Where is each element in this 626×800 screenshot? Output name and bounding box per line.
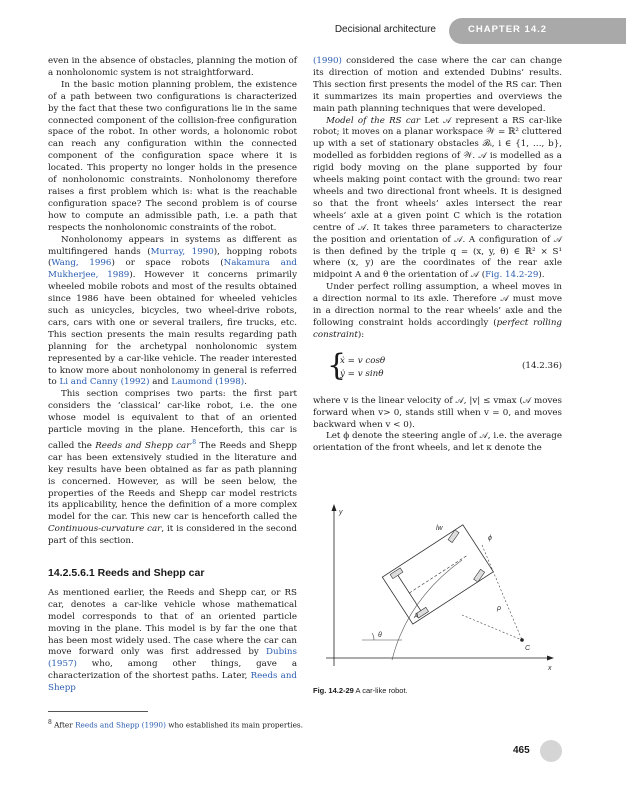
paragraph: where v is the linear velocity of 𝒜, |v| ≤ vmax (𝒜 moves forward when v> 0, stands still when v = 0, and moves backward when v < 0). [313,395,562,430]
paragraph: In the basic motion planning problem, the existence of a path between two configurations is characterized by the fact that these two configurations lie in the same connected component of the collision-free configuration space of the robot. In other words, a holonomic robot can reach any configuration within the connected component of the configuration space where it is located. This property no longer holds in the presence of nonholonomic constraints. Nonholonomy therefore raises a first problem which is: what is the reachable configuration space? The second problem is of course how to compute an admissible path, i.e. a path that respects the nonholonomic constraints of the robot. [48,79,297,233]
label-rho: ρ [497,605,502,612]
page-number-tab [540,740,562,762]
label-x: x [548,665,552,672]
footnote-ref[interactable]: .8 [190,439,197,446]
footnote: $^8$ After Reeds and Shepp (1990) who established its main properties. [48,719,303,730]
citation-link[interactable]: Nakamura and Mukherjee, 1989 [48,258,297,281]
page-number: 465 [513,745,530,756]
x-axis-arrow [547,656,554,661]
paragraph: Under perfect rolling assumption, a wheel moves in a direction normal to its axle. Therefore 𝒜 must move in a direction normal to the rear wheels’ axle and the following constraint holds accordingly (perfect rolling constraint): [313,282,562,340]
car-axis-line [409,556,466,593]
citation-link[interactable]: Reeds and Shepp [48,671,297,694]
rotation-centre-point [520,638,524,642]
label-lw: lw [436,525,443,532]
paragraph: This section comprises two parts: the first part considers the ‘classical’ car-like robot, i.e. the one whose model is equivalent to that of an oriented particle moving in the plane. Henceforth, this car is called the Reeds and Shepp car$^{.8}$ The Reeds and Shepp car has been extensively studied in the literature and key results have been obtained as far as path planning is concerned. However, as will be seen below, the properties of the Reeds and Shepp car model restricts its applicability, hence the definition of a more complex model for the car. This new car is henceforth called the Continuous-curvature car, it is considered in the second part of this section. [48,389,297,547]
label-a: A [414,613,419,620]
rear-wheel [390,568,403,579]
label-phi: ϕ [488,535,492,542]
equation-number: (14.2.36) [522,360,562,371]
citation-link[interactable]: Li and Canny (1992) [59,377,150,388]
label-y: y [339,509,343,516]
figure-caption: Fig. 14.2-29 A car-like robot. [313,686,408,695]
equation-line: ẋ = v cosθ [340,355,386,366]
chapter-label: CHAPTER 14.2 [468,24,548,35]
y-axis-arrow [332,504,337,511]
label-theta: θ [378,632,382,639]
paragraph: Nonholonomy appears in systems as different as multifingered hands (Murray, 1990), hopping robots (Wang, 1996) or space robots (Nakamura and Mukherjee, 1989). However it concerns primarily wheeled mobile robots and most of the results obtained since 1986 have been obtained for wheeled vehicles such as unicycles, bicycles, two wheel-drive robots, cars, cars with one or several trailers, fire trucks, etc. This section presents the main results regarding path planning for the archetypal nonholonomic system represented by a car-like vehicle. The reader interested to know more about nonholonomy in general is referred to Li and Canny (1992) and Laumond (1998). [48,234,297,388]
paragraph: As mentioned earlier, the Reeds and Shepp car, or RS car, denotes a car-like vehicle whose mathematical model corresponds to that of an oriented particle moving in the plane. This model is by far the one that has been most widely used. The case where the car can move forward only was first addressed by Dubins (1957) who, among other things, gave a characterization of the shortest paths. Later, Reeds and Shepp [48,587,297,694]
front-wheel [474,569,485,582]
footnote-rule [48,711,148,712]
car-like-robot-figure [312,500,562,680]
equation-brace: { [327,347,347,383]
citation-link[interactable]: Laumond (1998) [171,377,245,388]
equation-line: ẏ = v sinθ [340,368,384,379]
figure-link[interactable]: Fig. 14.2-29 [485,270,539,281]
citation-link[interactable]: Dubins (1957) [48,647,297,670]
paragraph: (1990) considered the case where the car can change its direction of motion and extended Dubins’ results. This section first presents the model of the RS car. Then it summarizes its main properties and overviews the main path planning techniques that were developed. [313,56,562,114]
front-wheel [448,530,459,543]
car-diagram [312,500,562,680]
left-column [48,56,297,695]
theta-arc [372,633,374,640]
equation-14-2-36 [313,347,562,386]
paragraph: Let ϕ denote the steering angle of 𝒜, i.e. the average orientation of the front wheels, and let κ denote the [313,431,562,454]
label-c: C [525,645,531,652]
citation-link[interactable]: (1990) [313,56,342,66]
section-heading: 14.2.5.6.1 Reeds and Shepp car [48,567,205,580]
running-header-title: Decisional architecture [334,24,436,35]
paragraph: Model of the RS car Let 𝒜 represent a RS car-like robot; it moves on a planar workspace 𝒲 = ℝ² cluttered up with a set of stationary obstacles ℬᵢ, i ∈ {1, …, b}, modelled as forbidden regions of 𝒲. 𝒜 is modelled as a rigid body moving on the plane supported by four wheels making point contact with the ground: two rear wheels and two directional front wheels. It is designed so that the front wheels’ axles intersect the rear wheels’ axle at a given point C which is the rotation centre of 𝒜. It takes three parameters to characterize the position and orientation of 𝒜. A configuration of 𝒜 is then defined by the triple q = (x, y, θ) ∈ ℝ² × S¹ where (x, y) are the coordinates of the rear axle midpoint A and θ the orientation of 𝒜 (Fig. 14.2-29). [313,115,562,281]
citation-link[interactable]: Reeds and Shepp (1990) [75,720,166,730]
citation-link[interactable]: Murray, 1990 [150,246,214,257]
citation-link[interactable]: Wang, 1996 [51,258,112,269]
paragraph: even in the absence of obstacles, planning the motion of a nonholonomic system is not straightforward. [48,56,297,78]
right-column [313,56,562,455]
